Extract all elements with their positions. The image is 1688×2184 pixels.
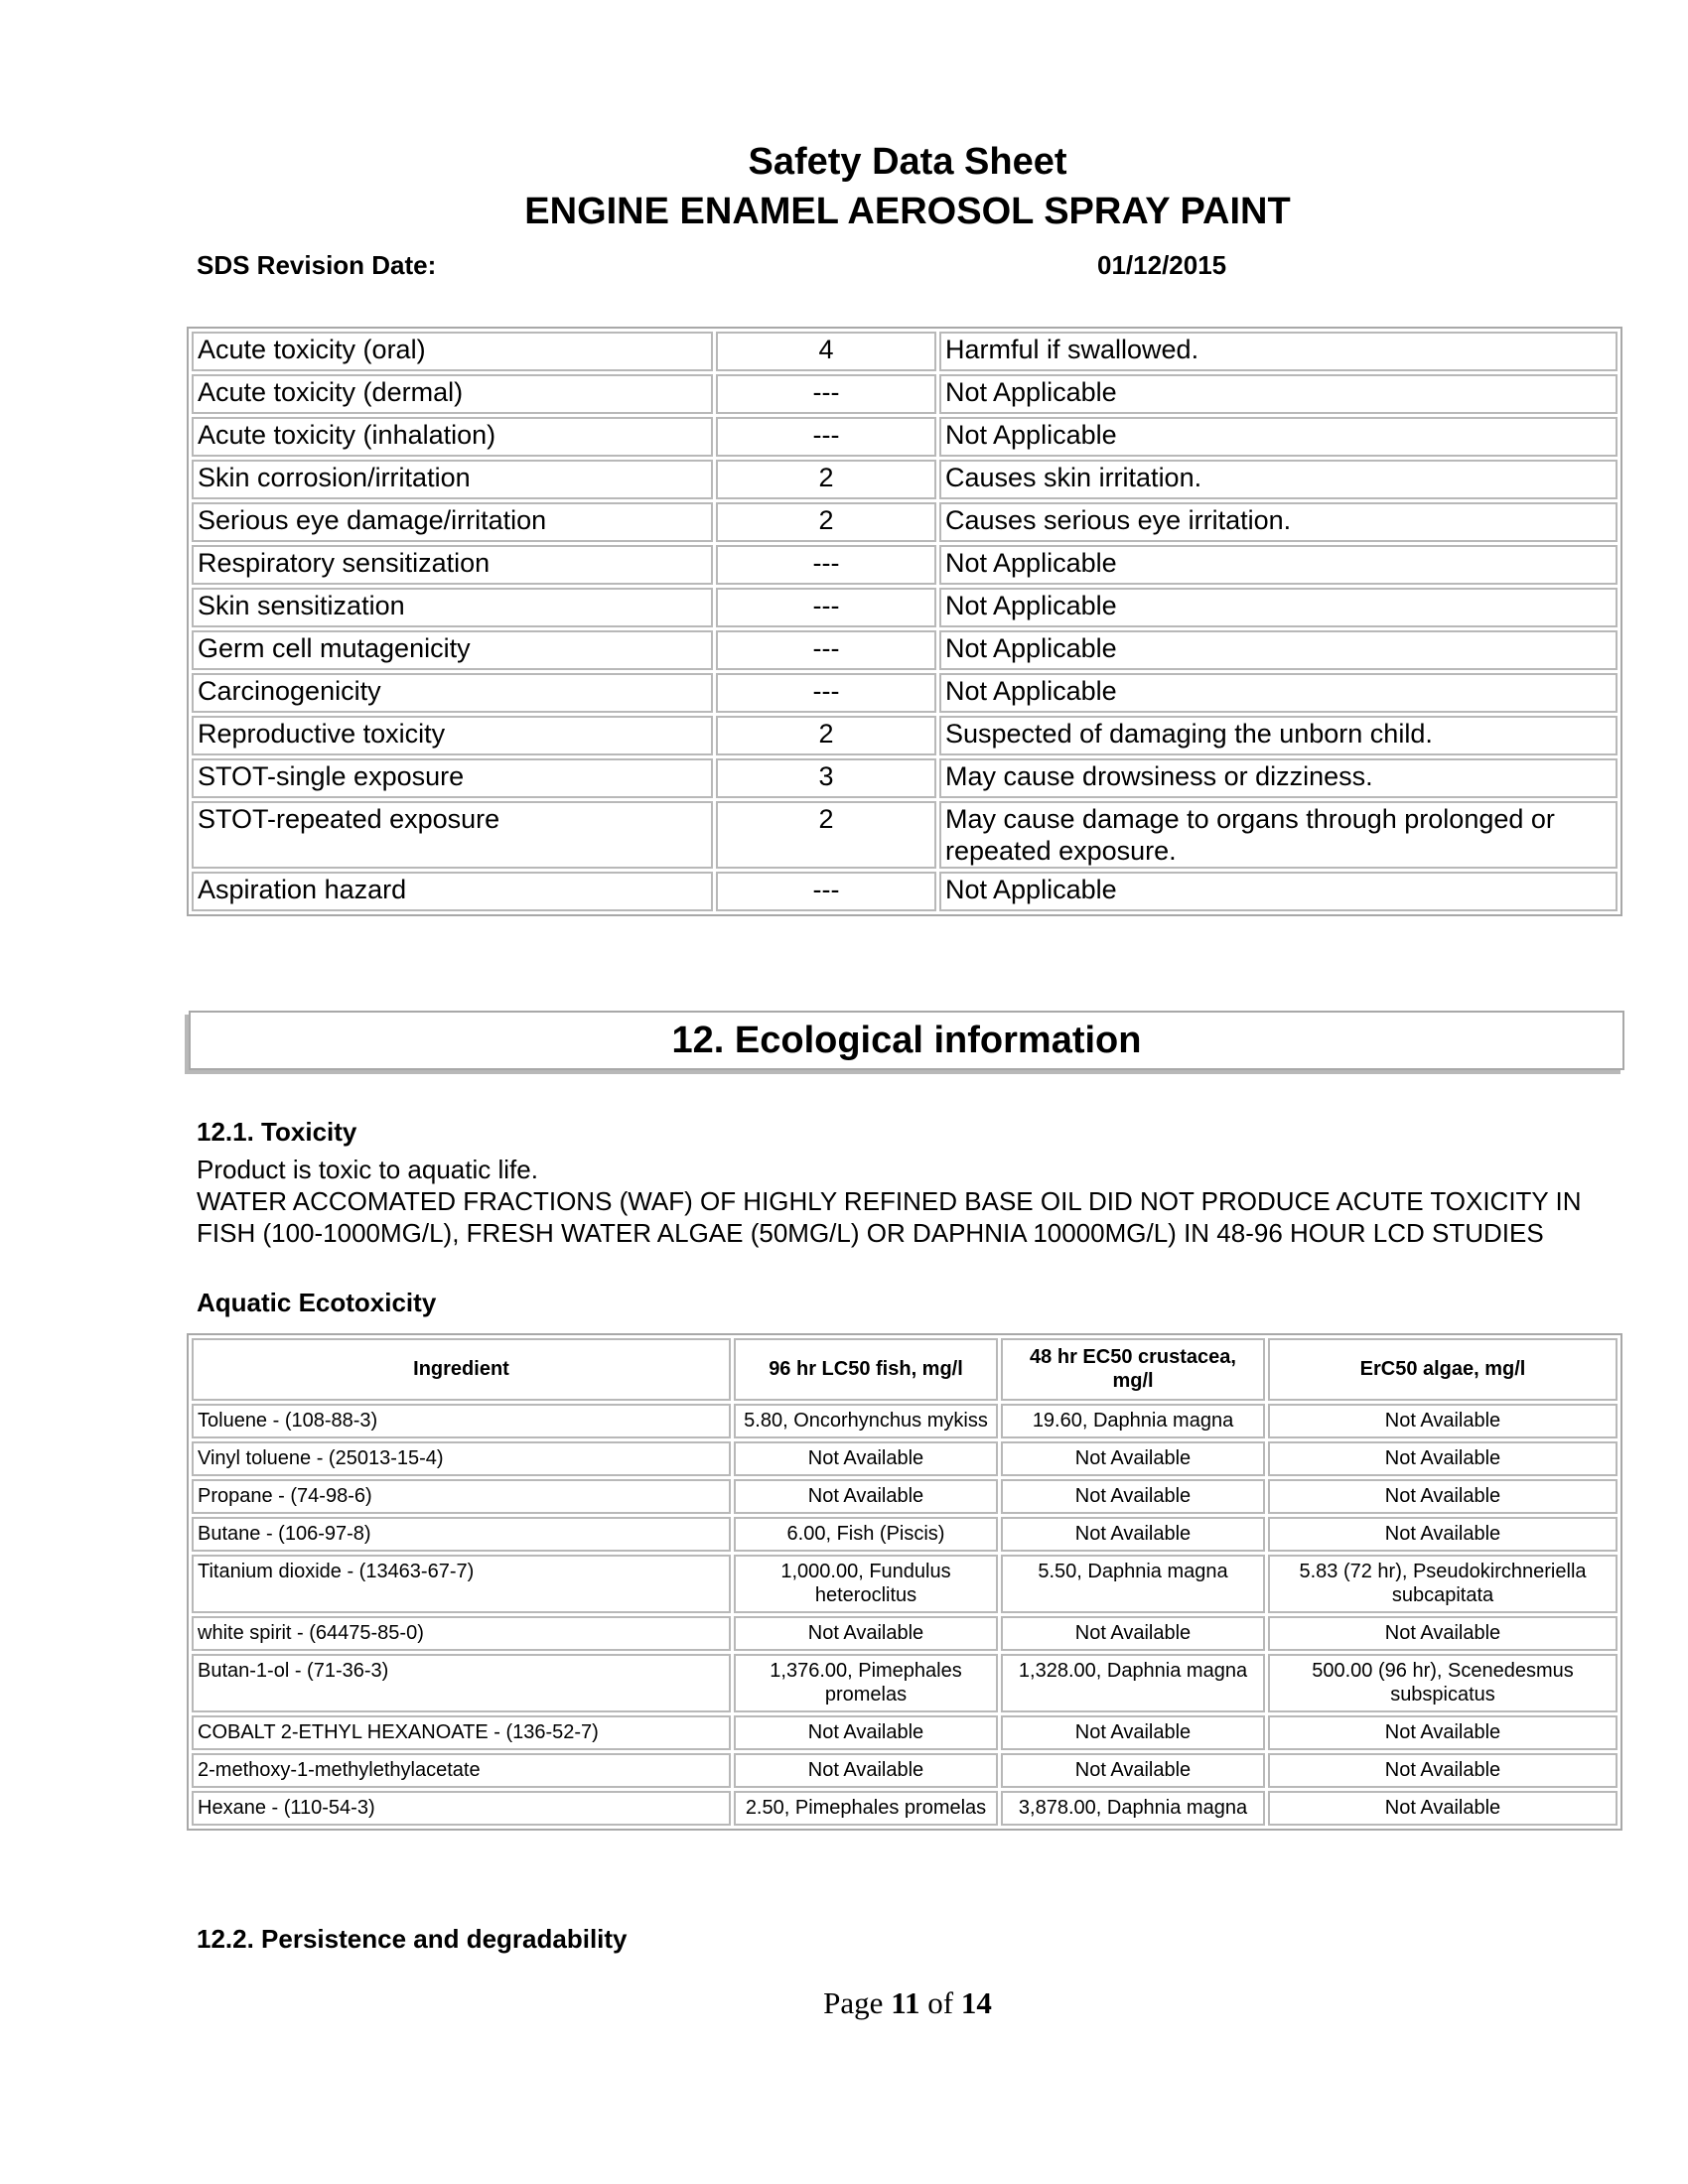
hazard-class: Skin corrosion/irritation	[192, 460, 713, 499]
hazard-class: Aspiration hazard	[192, 872, 713, 911]
page-word: Page	[823, 1985, 884, 2020]
ingredient-cell: COBALT 2-ETHYL HEXANOATE - (136-52-7)	[192, 1715, 731, 1750]
hazard-category: ---	[716, 588, 936, 627]
fish-lc50-cell: Not Available	[734, 1441, 998, 1476]
table-row	[192, 1753, 1618, 1788]
crustacea-ec50-cell: 1,328.00, Daphnia magna	[1001, 1654, 1265, 1712]
toxicity-heading: 12.1. Toxicity	[197, 1117, 357, 1147]
hazard-class: Skin sensitization	[192, 588, 713, 627]
hazard-statement: Not Applicable	[939, 630, 1618, 670]
hazard-category: ---	[716, 417, 936, 457]
fish-lc50-cell: 1,000.00, Fundulus heteroclitus	[734, 1555, 998, 1613]
table-row	[192, 332, 1618, 371]
hazard-class: Reproductive toxicity	[192, 716, 713, 755]
crustacea-ec50-cell: 19.60, Daphnia magna	[1001, 1404, 1265, 1438]
hazard-class: Serious eye damage/irritation	[192, 502, 713, 542]
section-12-header: 12. Ecological information	[189, 1011, 1624, 1070]
crustacea-ec50-cell: Not Available	[1001, 1616, 1265, 1651]
page-of: of	[927, 1985, 954, 2020]
table-row	[192, 801, 1618, 869]
column-header-fish: 96 hr LC50 fish, mg/l	[734, 1338, 998, 1401]
crustacea-ec50-cell: Not Available	[1001, 1753, 1265, 1788]
hazard-statement: Causes skin irritation.	[939, 460, 1618, 499]
table-row	[192, 1479, 1618, 1514]
aquatic-ecotoxicity-table	[187, 1333, 1622, 1831]
revision-date: 01/12/2015	[1097, 250, 1227, 280]
algae-erc50-cell: Not Available	[1268, 1715, 1618, 1750]
table-row	[192, 1616, 1618, 1651]
table-row	[192, 1715, 1618, 1750]
hazard-category: ---	[716, 374, 936, 414]
hazard-statement: Not Applicable	[939, 545, 1618, 585]
table-row	[192, 758, 1618, 798]
hazard-category: ---	[716, 872, 936, 911]
hazard-class: STOT-repeated exposure	[192, 801, 713, 869]
fish-lc50-cell: Not Available	[734, 1753, 998, 1788]
toxicity-detail: WATER ACCOMATED FRACTIONS (WAF) OF HIGHLY REFINED BASE OIL DID NOT PRODUCE ACUTE TOXICITY IN FISH (100-1000MG/L), FRESH WATER ALGAE (50MG/L) OR DAPHNIA 10000MG/L) IN 48-96 HOUR LCD STUDIES	[197, 1186, 1582, 1248]
table-row	[192, 1441, 1618, 1476]
toxicity-text	[197, 1154, 1626, 1249]
crustacea-ec50-cell: 5.50, Daphnia magna	[1001, 1555, 1265, 1613]
page-total: 14	[960, 1985, 992, 2020]
hazard-category: ---	[716, 673, 936, 713]
page-current: 11	[891, 1985, 920, 2020]
hazard-category: 2	[716, 801, 936, 869]
table-row	[192, 545, 1618, 585]
table-row	[192, 374, 1618, 414]
fish-lc50-cell: 6.00, Fish (Piscis)	[734, 1517, 998, 1552]
table-row	[192, 673, 1618, 713]
hazard-statement: Harmful if swallowed.	[939, 332, 1618, 371]
ingredient-cell: 2-methoxy-1-methylethylacetate	[192, 1753, 731, 1788]
product-name: ENGINE ENAMEL AEROSOL SPRAY PAINT	[524, 191, 1291, 232]
hazard-class: Germ cell mutagenicity	[192, 630, 713, 670]
crustacea-ec50-cell: Not Available	[1001, 1715, 1265, 1750]
hazard-statement: Suspected of damaging the unborn child.	[939, 716, 1618, 755]
hazard-statement: Not Applicable	[939, 872, 1618, 911]
hazard-class: Acute toxicity (dermal)	[192, 374, 713, 414]
hazard-statement: Not Applicable	[939, 673, 1618, 713]
crustacea-ec50-cell: Not Available	[1001, 1479, 1265, 1514]
persistence-heading: 12.2. Persistence and degradability	[197, 1924, 628, 1954]
aquatic-ecotoxicity-heading: Aquatic Ecotoxicity	[197, 1288, 437, 1317]
fish-lc50-cell: 5.80, Oncorhynchus mykiss	[734, 1404, 998, 1438]
algae-erc50-cell: Not Available	[1268, 1791, 1618, 1826]
hazard-class: Carcinogenicity	[192, 673, 713, 713]
document-title: Safety Data Sheet	[748, 141, 1067, 183]
ingredient-cell: Butane - (106-97-8)	[192, 1517, 731, 1552]
hazard-class: Respiratory sensitization	[192, 545, 713, 585]
column-header-algae: ErC50 algae, mg/l	[1268, 1338, 1618, 1401]
algae-erc50-cell: Not Available	[1268, 1753, 1618, 1788]
hazard-statement: Not Applicable	[939, 588, 1618, 627]
hazard-category: 2	[716, 460, 936, 499]
hazard-statement: May cause drowsiness or dizziness.	[939, 758, 1618, 798]
ingredient-cell: Titanium dioxide - (13463-67-7)	[192, 1555, 731, 1613]
ingredient-cell: Propane - (74-98-6)	[192, 1479, 731, 1514]
algae-erc50-cell: 5.83 (72 hr), Pseudokirchneriella subcapitata	[1268, 1555, 1618, 1613]
algae-erc50-cell: 500.00 (96 hr), Scenedesmus subspicatus	[1268, 1654, 1618, 1712]
table-row	[192, 460, 1618, 499]
hazard-category: 4	[716, 332, 936, 371]
hazard-category: ---	[716, 630, 936, 670]
ingredient-cell: Vinyl toluene - (25013-15-4)	[192, 1441, 731, 1476]
hazard-category: 2	[716, 502, 936, 542]
table-row	[192, 1791, 1618, 1826]
hazard-statement: Not Applicable	[939, 417, 1618, 457]
fish-lc50-cell: Not Available	[734, 1715, 998, 1750]
hazard-category: 3	[716, 758, 936, 798]
table-row	[192, 1654, 1618, 1712]
fish-lc50-cell: Not Available	[734, 1479, 998, 1514]
revision-label: SDS Revision Date:	[197, 250, 437, 280]
table-row	[192, 1517, 1618, 1552]
hazard-statement: Not Applicable	[939, 374, 1618, 414]
column-header-crustacea: 48 hr EC50 crustacea, mg/l	[1001, 1338, 1265, 1401]
fish-lc50-cell: 2.50, Pimephales promelas	[734, 1791, 998, 1826]
table-header-row	[192, 1338, 1618, 1401]
algae-erc50-cell: Not Available	[1268, 1479, 1618, 1514]
algae-erc50-cell: Not Available	[1268, 1616, 1618, 1651]
hazard-statement: Causes serious eye irritation.	[939, 502, 1618, 542]
hazard-category: ---	[716, 545, 936, 585]
ingredient-cell: white spirit - (64475-85-0)	[192, 1616, 731, 1651]
crustacea-ec50-cell: Not Available	[1001, 1517, 1265, 1552]
ingredient-cell: Hexane - (110-54-3)	[192, 1791, 731, 1826]
toxicity-summary: Product is toxic to aquatic life.	[197, 1155, 538, 1184]
table-row	[192, 417, 1618, 457]
hazard-class: STOT-single exposure	[192, 758, 713, 798]
hazard-class: Acute toxicity (oral)	[192, 332, 713, 371]
column-header-ingredient: Ingredient	[192, 1338, 731, 1401]
ingredient-cell: Toluene - (108-88-3)	[192, 1404, 731, 1438]
algae-erc50-cell: Not Available	[1268, 1404, 1618, 1438]
table-row	[192, 1555, 1618, 1613]
page-number	[0, 1985, 1688, 2021]
ingredient-cell: Butan-1-ol - (71-36-3)	[192, 1654, 731, 1712]
hazard-category: 2	[716, 716, 936, 755]
table-row	[192, 872, 1618, 911]
fish-lc50-cell: 1,376.00, Pimephales promelas	[734, 1654, 998, 1712]
crustacea-ec50-cell: 3,878.00, Daphnia magna	[1001, 1791, 1265, 1826]
crustacea-ec50-cell: Not Available	[1001, 1441, 1265, 1476]
hazard-statement: May cause damage to organs through prolonged or repeated exposure.	[939, 801, 1618, 869]
table-row	[192, 1404, 1618, 1438]
table-row	[192, 716, 1618, 755]
table-row	[192, 502, 1618, 542]
fish-lc50-cell: Not Available	[734, 1616, 998, 1651]
table-row	[192, 630, 1618, 670]
algae-erc50-cell: Not Available	[1268, 1441, 1618, 1476]
hazard-classification-table	[187, 327, 1622, 916]
table-row	[192, 588, 1618, 627]
hazard-class: Acute toxicity (inhalation)	[192, 417, 713, 457]
algae-erc50-cell: Not Available	[1268, 1517, 1618, 1552]
